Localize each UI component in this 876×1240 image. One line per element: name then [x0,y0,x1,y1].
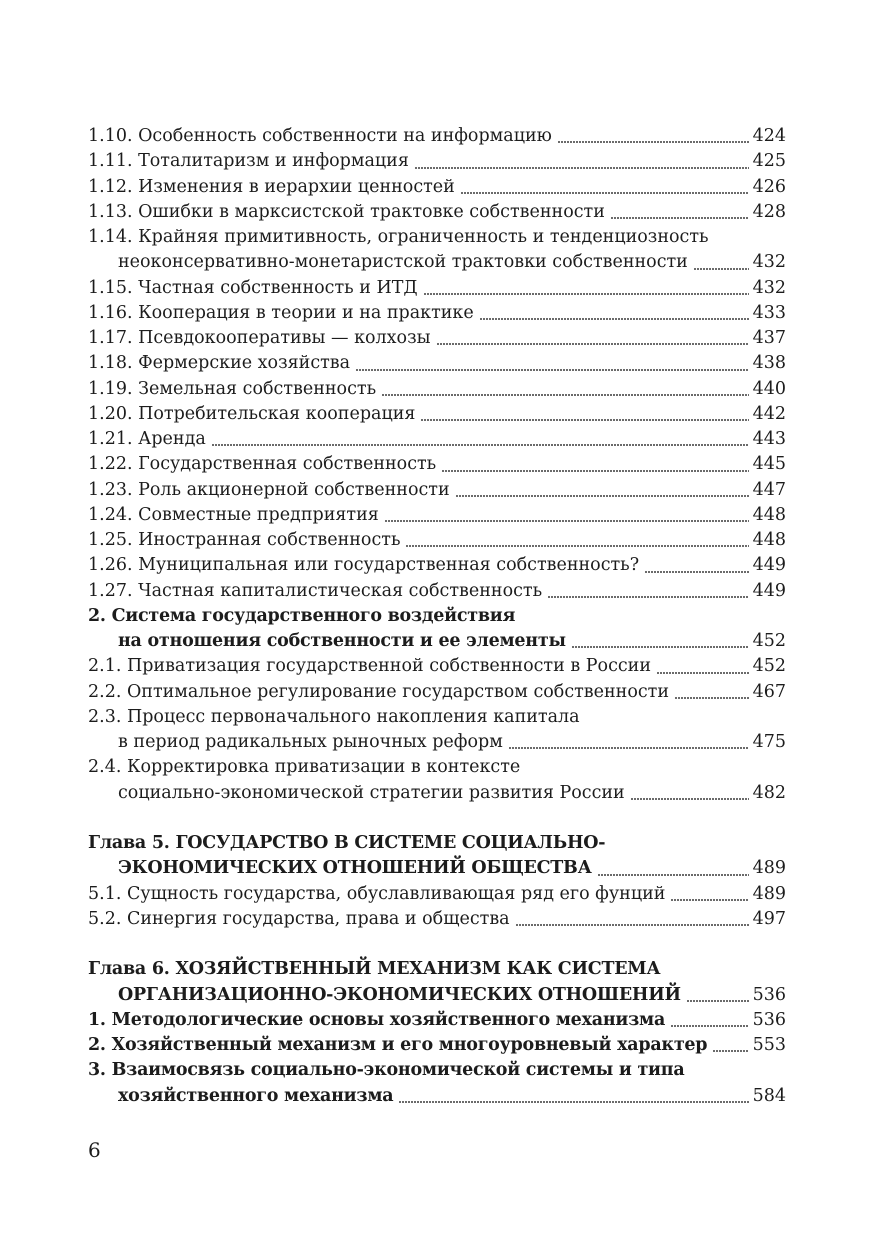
toc-entry-title: 1.11. Тоталитаризм и информация [88,151,409,172]
toc-page-number: 437 [752,328,786,348]
toc-entry-line [88,225,786,250]
toc-entry-section [88,604,786,655]
toc-page-number: 467 [752,681,786,702]
toc-entry-title: 1.20. Потребительская кооперация [88,403,416,424]
dot-leader [675,697,749,699]
toc-entry-line [88,781,786,806]
dot-leader [516,924,749,926]
toc-entry-line [88,957,786,982]
toc-entry-line [88,1008,786,1033]
toc-entry-line [88,452,786,477]
toc-entry-subsection [88,175,786,200]
dot-leader [212,444,749,446]
toc-entry-title: 1.13. Ошибки в марксистской трактовке собственности [88,201,605,222]
dot-leader [671,899,748,901]
toc-entry-title: 1.27. Частная капиталистическая собственность [88,580,543,601]
toc-entry-subsection [88,301,786,326]
dot-leader [671,1025,749,1027]
dot-leader [572,646,749,648]
toc-page-number: 497 [752,908,786,929]
toc-entry-subsection [88,654,786,679]
toc-entry-title: неоконсервативно-монетаристской трактовки собственности [118,252,688,273]
toc-page-number: 536 [752,984,786,1005]
toc-entry-title: 2.2. Оптимальное регулирование государством собственности [88,681,670,702]
toc-entry-title: 1.14. Крайняя примитивность, ограниченность и тенденциозность [88,227,709,247]
toc-entry-title: ЭКОНОМИЧЕСКИХ ОТНОШЕНИЙ ОБЩЕСТВА [118,858,592,879]
toc-entry-subsection [88,705,786,756]
dot-leader [406,545,748,547]
dot-leader [461,192,749,194]
toc-page-number: 482 [752,782,786,803]
toc-entry-line [88,629,786,654]
toc-entry-subsection [88,553,786,578]
toc-entry-line [88,402,786,427]
toc-page-number: 452 [752,631,786,651]
toc-entry-title: в период радикальных рыночных реформ [118,732,503,752]
toc-page-number: 432 [752,252,786,273]
toc-entry-line [88,326,786,351]
toc-page-number: 553 [752,1035,786,1055]
toc-entry-line [88,427,786,452]
toc-page-number: 438 [752,353,786,374]
toc-entry-subsection [88,351,786,376]
toc-group [88,831,786,932]
toc-entry-title: 2.4. Корректировка приватизации в контексте [88,757,521,778]
toc-entry-line [88,680,786,705]
toc-entry-title: 1.21. Аренда [88,429,206,449]
toc-entry-title: 1.15. Частная собственность и ИТД [88,277,418,298]
toc-entry-line [88,831,786,856]
toc-entry-title: 1.24. Совместные предприятия [88,504,379,525]
toc-entry-title: 1.16. Кооперация в теории и на практике [88,302,474,323]
toc-entry-subsection [88,149,786,174]
toc-entry-line [88,503,786,528]
toc-entry-subsection [88,225,786,276]
toc-page-number: 489 [752,883,786,904]
toc-entry-line [88,856,786,881]
toc-entry-title: 1.25. Иностранная собственность [88,530,401,550]
toc-entry-line [88,882,786,907]
toc-entry-section [88,1058,786,1109]
toc-page-number: 475 [752,732,786,752]
toc-entry-title: 1.19. Земельная собственность [88,378,377,399]
toc-page-number: 432 [752,277,786,298]
toc-entry-line [88,579,786,604]
dot-leader [611,217,749,219]
toc-page-number: 440 [752,378,786,399]
toc-entry-line [88,1058,786,1083]
dot-leader [437,343,749,345]
toc-page-number: 443 [752,429,786,449]
dot-leader [713,1050,748,1052]
dot-leader [424,293,749,295]
toc-entry-line [88,250,786,275]
toc-entry-title: 1.10. Особенность собственности на информацию [88,126,552,146]
dot-leader [509,747,749,749]
toc-entry-section [88,1008,786,1033]
toc-entry-line [88,478,786,503]
dot-leader [382,394,748,396]
toc-page-number: 449 [752,555,786,576]
toc-entry-subsection [88,124,786,149]
toc-entry-title: 1.17. Псевдокооперативы — колхозы [88,328,431,348]
toc-page-number: 433 [752,302,786,323]
toc-entry-line [88,528,786,553]
toc-entry-title: 2.3. Процесс первоначального накопления капитала [88,706,580,727]
toc-page-number: 448 [752,504,786,525]
toc-page-number: 424 [752,126,786,146]
dot-leader [442,470,748,472]
toc-entry-line [88,1033,786,1058]
toc-entry-title: 1.18. Фермерские хозяйства [88,353,351,374]
toc-entry-title: 1. Методологические основы хозяйственного механизма [88,1009,666,1030]
toc-entry-title: 3. Взаимосвязь социально-экономической системы и типа [88,1060,685,1081]
table-of-contents [88,124,786,1109]
toc-entry-line [88,175,786,200]
toc-page-number: 584 [752,1085,786,1106]
toc-entry-subsection [88,377,786,402]
toc-entry-title: 1.26. Муниципальная или государственная собственность? [88,555,640,576]
toc-entry-line [88,200,786,225]
dot-leader [558,141,749,143]
toc-entry-subsection [88,402,786,427]
toc-entry-subsection [88,326,786,351]
toc-entry-title: 1.23. Роль акционерной собственности [88,479,450,500]
page-number: 6 [88,1138,101,1162]
dot-leader [598,874,749,876]
toc-entry-subsection [88,528,786,553]
toc-page-number: 428 [752,201,786,222]
toc-entry-subsection [88,276,786,301]
dot-leader [548,596,748,598]
dot-leader [421,419,748,421]
toc-entry-line [88,351,786,376]
toc-page-number: 442 [752,403,786,424]
toc-entry-title: 5.2. Синергия государства, права и общества [88,908,510,929]
toc-entry-line [88,983,786,1008]
toc-entry-line [88,755,786,780]
dot-leader [480,318,749,320]
dot-leader [456,495,749,497]
toc-entry-subsection [88,579,786,604]
dot-leader [356,369,749,371]
toc-entry-title: на отношения собственности и ее элементы [118,631,566,651]
toc-entry-title: 2. Система государственного воздействия [88,605,516,626]
toc-entry-chapter [88,831,786,882]
toc-group [88,124,786,806]
toc-entry-line [88,124,786,149]
toc-entry-subsection [88,200,786,225]
toc-entry-title: 1.22. Государственная собственность [88,454,437,475]
toc-entry-line [88,377,786,402]
toc-group [88,957,786,1109]
dot-leader [631,798,749,800]
toc-entry-subsection [88,680,786,705]
dot-leader [657,672,749,674]
toc-entry-line [88,276,786,301]
dot-leader [694,268,749,270]
toc-entry-title: Глава 5. ГОСУДАРСТВО В СИСТЕМЕ СОЦИАЛЬНО- [88,833,606,853]
toc-entry-subsection [88,882,786,907]
toc-page-number: 452 [752,656,786,677]
toc-entry-line [88,301,786,326]
toc-entry-subsection [88,427,786,452]
toc-entry-title: хозяйственного механизма [118,1085,394,1106]
toc-entry-title: социально-экономической стратегии развития России [118,782,625,803]
toc-entry-section [88,1033,786,1058]
toc-entry-title: ОРГАНИЗАЦИОННО-ЭКОНОМИЧЕСКИХ ОТНОШЕНИЙ [118,984,681,1005]
toc-entry-line [88,705,786,730]
toc-entry-line [88,654,786,679]
toc-entry-line [88,553,786,578]
toc-entry-subsection [88,503,786,528]
toc-page-number: 447 [752,479,786,500]
toc-entry-line [88,604,786,629]
toc-entry-subsection [88,478,786,503]
toc-entry-line [88,1084,786,1109]
toc-entry-line [88,149,786,174]
toc-page-number: 449 [752,580,786,601]
toc-page-number: 445 [752,454,786,475]
toc-entry-title: 2. Хозяйственный механизм и его многоуровневый характер [88,1035,708,1055]
toc-page-number: 426 [752,176,786,197]
toc-entry-subsection [88,452,786,477]
toc-entry-title: Глава 6. ХОЗЯЙСТВЕННЫЙ МЕХАНИЗМ КАК СИСТЕМА [88,959,661,980]
toc-entry-subsection [88,755,786,806]
dot-leader [645,571,749,573]
toc-entry-chapter [88,957,786,1008]
dot-leader [399,1101,748,1103]
toc-page-number: 489 [752,858,786,879]
toc-page-number: 425 [752,151,786,172]
toc-page-number: 448 [752,530,786,550]
toc-entry-title: 2.1. Приватизация государственной собственности в России [88,656,651,677]
toc-entry-title: 5.1. Сущность государства, обуславливающая ряд его фунций [88,883,666,904]
toc-entry-line [88,907,786,932]
dot-leader [687,1000,749,1002]
dot-leader [415,167,749,169]
toc-entry-line [88,730,786,755]
toc-entry-title: 1.12. Изменения в иерархии ценностей [88,176,455,197]
toc-page-number: 536 [752,1009,786,1030]
toc-entry-subsection [88,907,786,932]
dot-leader [385,520,749,522]
